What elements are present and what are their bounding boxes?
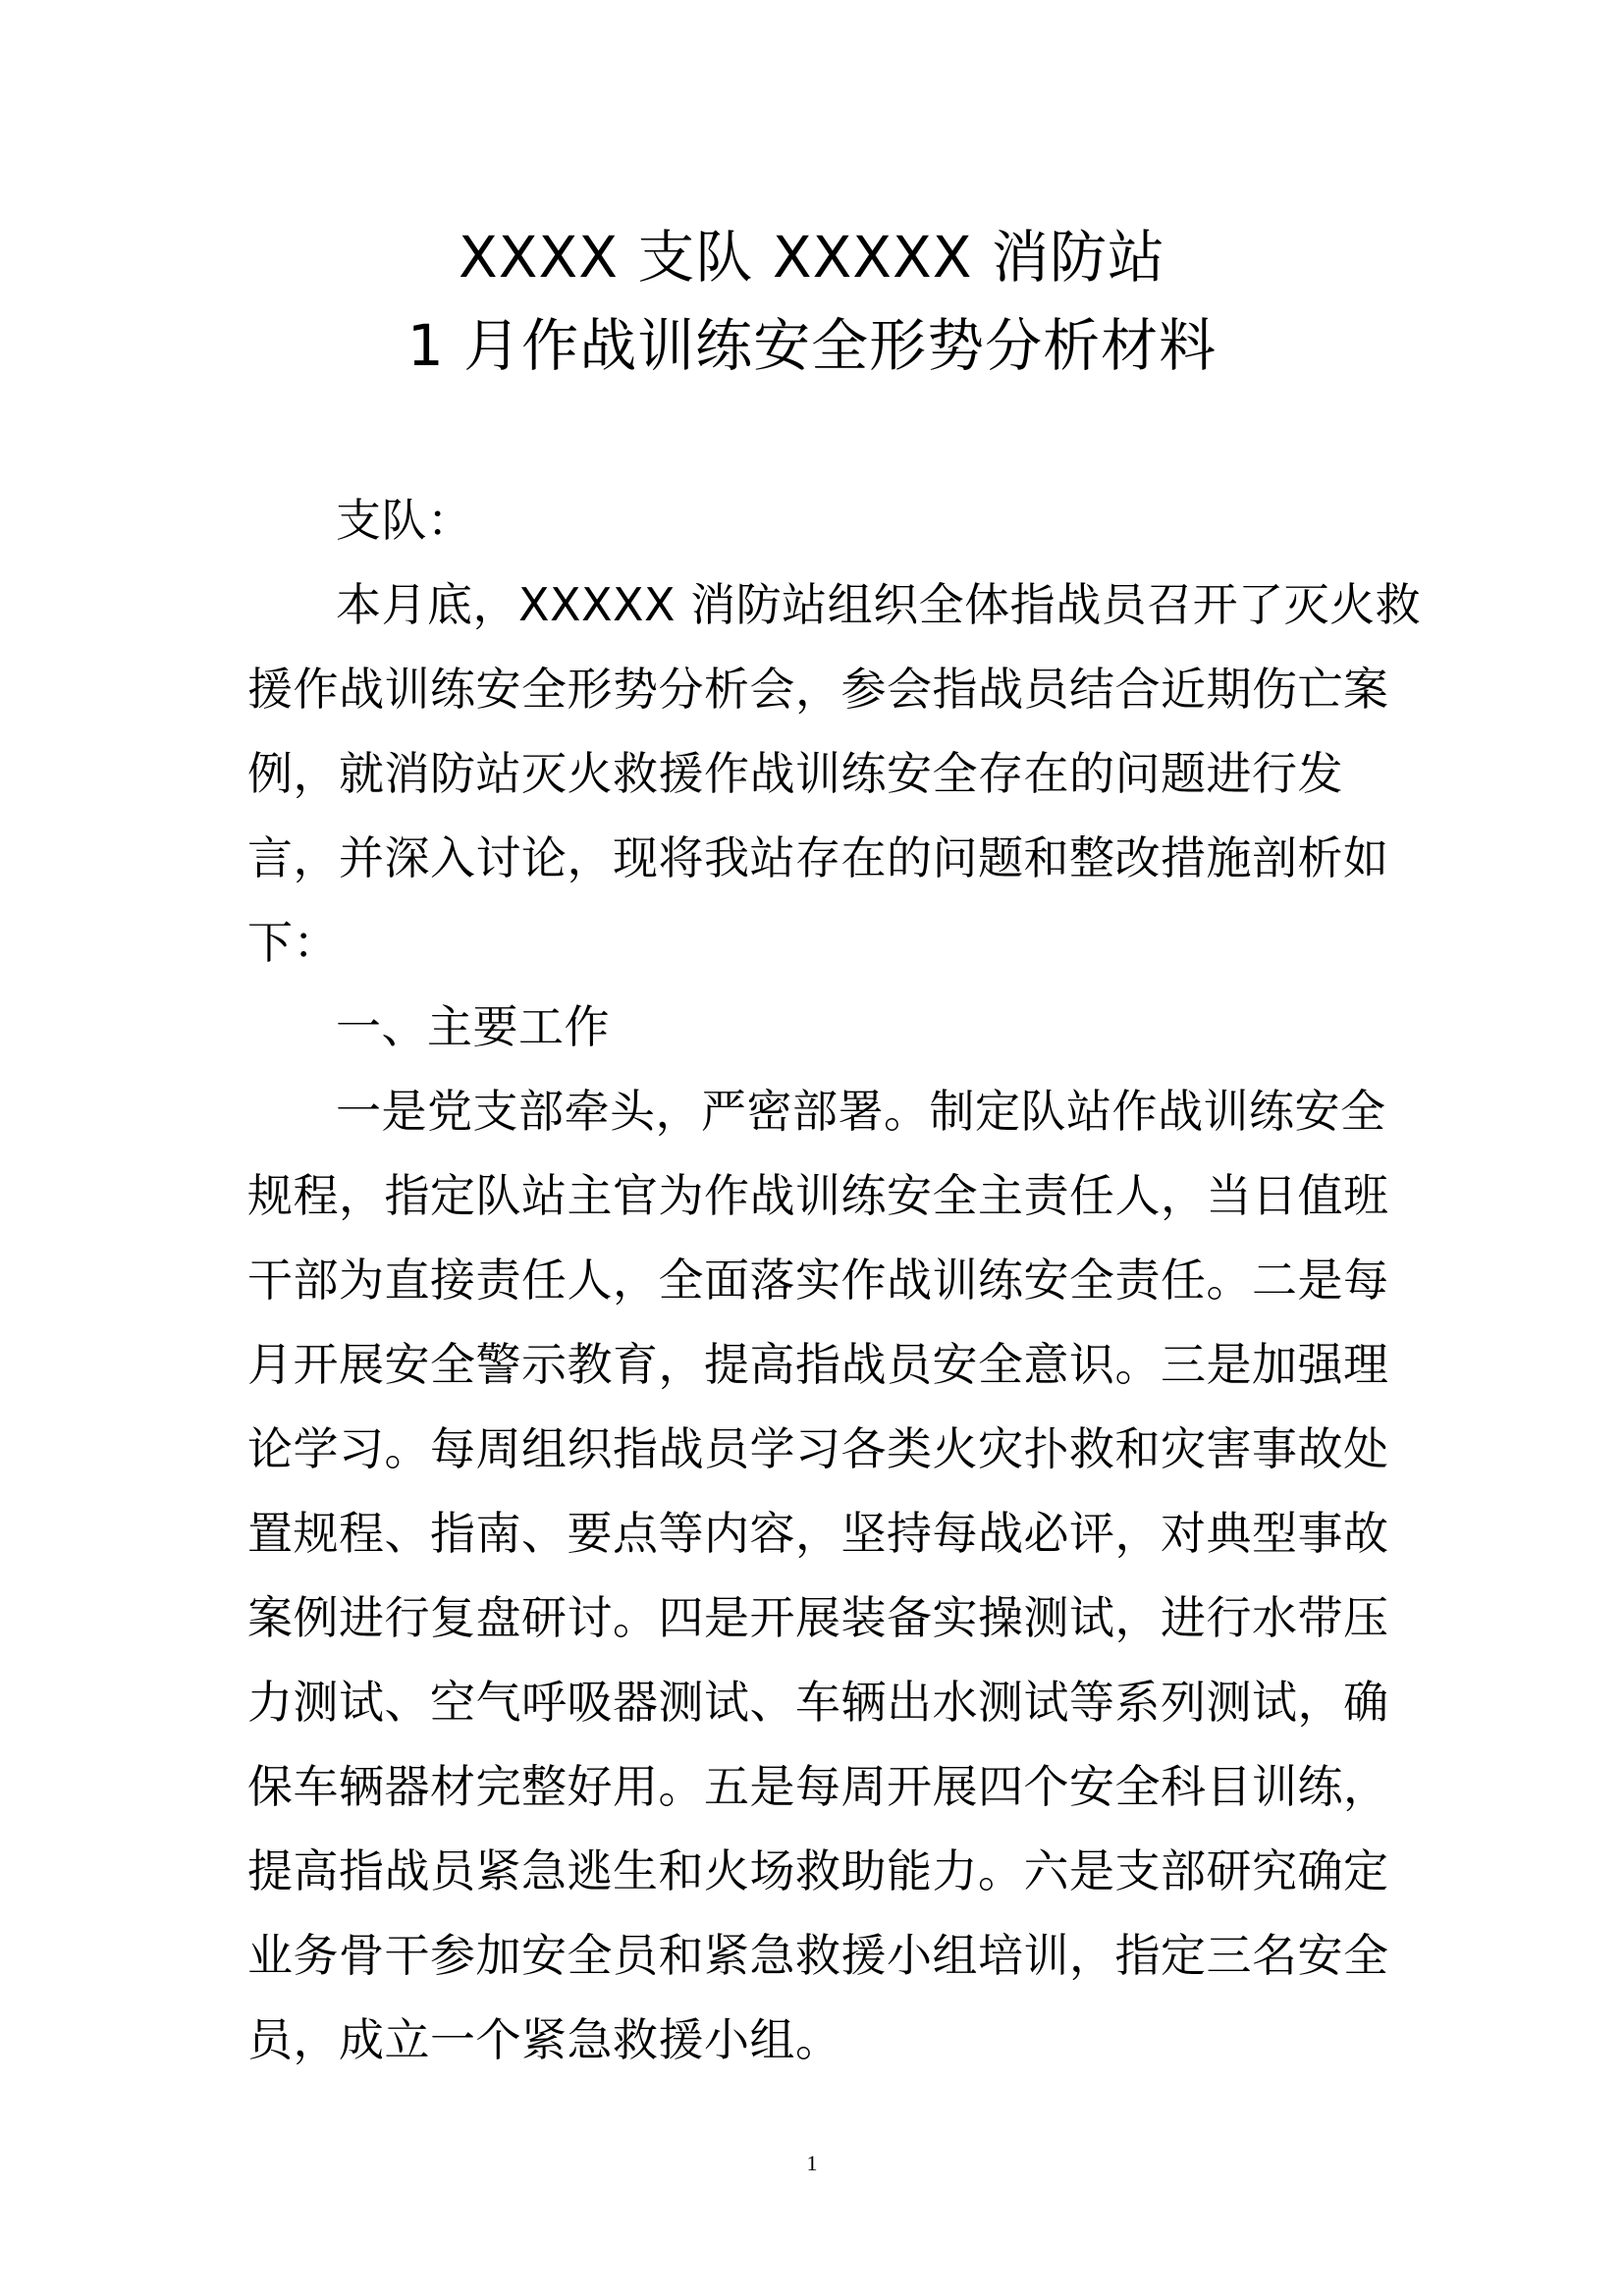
paragraph-line: 下： [247, 916, 339, 969]
paragraph-line: 保车辆器材完整好用。五是每周开展四个安全科目训练， [247, 1760, 1389, 1813]
paragraph-line: 论学习。每周组织指战员学习各类火灾扑救和灾害事故处 [247, 1422, 1389, 1475]
paragraph-line: 业务骨干参加安全员和紧急救援小组培训，指定三名安全 [247, 1929, 1389, 1982]
document-title-line-2: 1 月作战训练安全形势分析材料 [406, 312, 1218, 379]
document-title-line-1: XXXX 支队 XXXXX 消防站 [459, 224, 1165, 291]
salutation: 支队： [336, 494, 473, 547]
paragraph-line: 力测试、空气呼吸器测试、车辆出水测试等系列测试，确 [247, 1676, 1389, 1729]
paragraph-line: 规程，指定队站主官为作战训练安全主责任人，当日值班 [247, 1169, 1389, 1222]
paragraph-line: 言，并深入讨论，现将我站存在的问题和整改措施剖析如 [247, 831, 1389, 884]
paragraph-line: 员，成立一个紧急救援小组。 [247, 2013, 841, 2066]
paragraph-line: 提高指战员紧急逃生和火场救助能力。六是支部研究确定 [247, 1844, 1389, 1897]
paragraph-line: 置规程、指南、要点等内容，坚持每战必评，对典型事故 [247, 1507, 1389, 1560]
paragraph-line: 案例进行复盘研讨。四是开展装备实操测试，进行水带压 [247, 1591, 1389, 1644]
paragraph-line: 月开展安全警示教育，提高指战员安全意识。三是加强理 [247, 1338, 1389, 1391]
page-number: 1 [806, 2151, 818, 2175]
paragraph-line: 援作战训练安全形势分析会，参会指战员结合近期伤亡案 [247, 663, 1389, 716]
paragraph-line: 一是党支部牵头，严密部署。制定队站作战训练安全 [336, 1085, 1386, 1138]
section-heading: 一、主要工作 [336, 1000, 610, 1053]
paragraph-line: 干部为直接责任人，全面落实作战训练安全责任。二是每 [247, 1254, 1389, 1307]
paragraph-line: 例，就消防站灭火救援作战训练安全存在的问题进行发 [247, 747, 1343, 800]
paragraph-line: 本月底，XXXXX 消防站组织全体指战员召开了灭火救 [336, 578, 1422, 631]
